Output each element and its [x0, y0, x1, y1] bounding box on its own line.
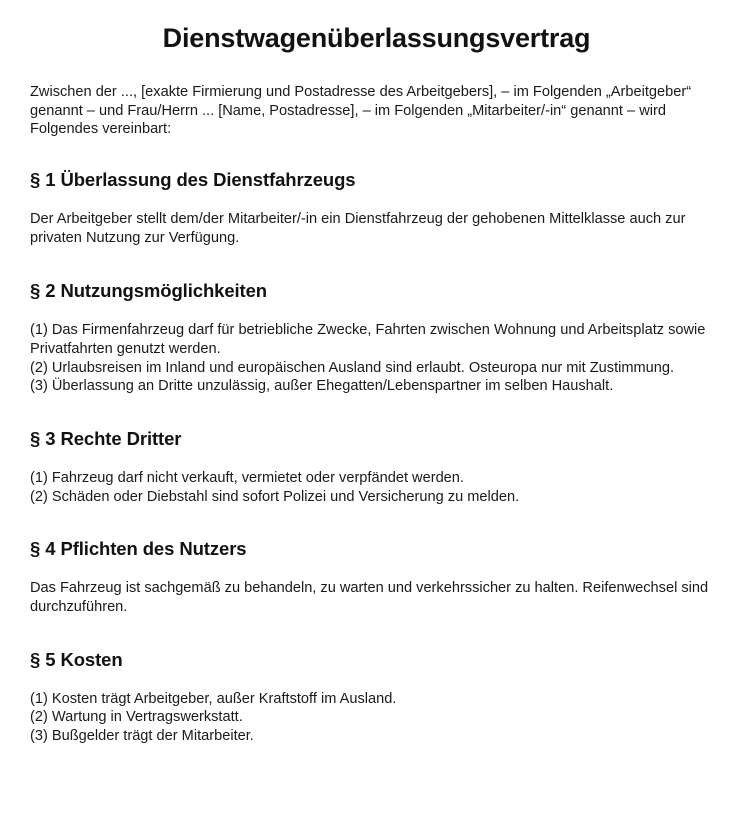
document-title: Dienstwagenüberlassungsvertrag [162, 23, 591, 53]
section-4 [30, 506, 723, 616]
section-5-line-1: (1) Kosten trägt Arbeitgeber, außer Kraftstoff im Ausland. [30, 690, 397, 707]
section-5-line-3: (3) Bußgelder trägt der Mitarbeiter. [30, 727, 254, 744]
section-3-line-1: (1) Fahrzeug darf nicht verkauft, vermietet oder verpfändet werden. [30, 469, 464, 486]
section-5-heading: § 5 Kosten [30, 648, 123, 670]
section-4-body [30, 560, 723, 616]
section-2-heading: § 2 Nutzungsmöglichkeiten [30, 280, 268, 302]
section-5-line-2: (2) Wartung in Vertragswerkstatt. [30, 709, 243, 726]
section-3-line-2: (2) Schäden oder Diebstahl sind sofort Polizei und Versicherung zu melden. [30, 488, 520, 505]
section-4-heading: § 4 Pflichten des Nutzers [30, 538, 247, 560]
section-1-heading: § 1 Überlassung des Dienstfahrzeugs [30, 168, 356, 190]
section-2-line-2: (2) Urlaubsreisen im Inland und europäischen Ausland sind erlaubt. Osteuropa nur mit Zustimmung. [30, 359, 675, 376]
section-5 [30, 617, 723, 746]
section-4-line-1: Das Fahrzeug ist sachgemäß zu behandeln, zu warten und verkehrssicher zu halten. Reifenwechsel sind durchzuführen. [30, 580, 709, 615]
section-2-line-1: (1) Das Firmenfahrzeug darf für betriebliche Zwecke, Fahrten zwischen Wohnung und Arbeitsplatz sowie Privatfahrten genutzt werden. [30, 322, 706, 357]
section-5-body [30, 671, 723, 746]
section-3-heading: § 3 Rechte Dritter [30, 427, 182, 449]
section-3 [30, 396, 723, 506]
intro-paragraph: Zwischen der ..., [exakte Firmierung und Postadresse des Arbeitgebers], – im Folgenden „Arbeitgeber“ genannt – und Frau/Herrn ... [Name, Postadresse], – im Folgenden „Mitarbeiter/-in“ genannt – wird Folgendes vereinbart: [30, 84, 692, 138]
section-1-body [30, 191, 723, 247]
section-1-line-1: Der Arbeitgeber stellt dem/der Mitarbeiter/-in ein Dienstfahrzeug der gehobenen Mittelklasse auch zur privaten Nutzung zur Verfügung. [30, 211, 686, 246]
section-2 [30, 247, 723, 396]
section-2-body [30, 302, 723, 395]
section-1 [30, 139, 723, 247]
section-2-line-3: (3) Überlassung an Dritte unzulässig, außer Ehegatten/Lebenspartner im selben Haushalt. [30, 378, 614, 395]
section-3-body [30, 450, 723, 506]
